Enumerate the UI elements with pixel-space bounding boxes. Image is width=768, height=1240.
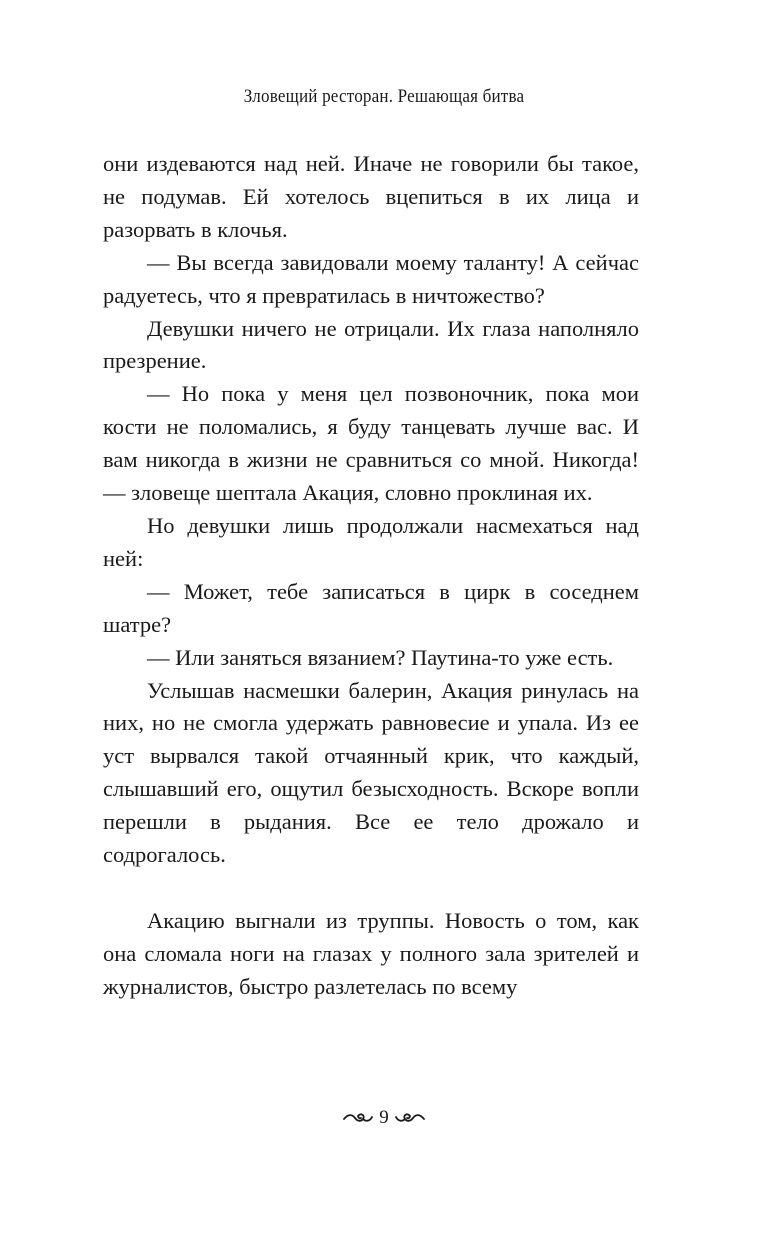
swirl-ornament-right-icon: [395, 1111, 425, 1125]
paragraph-2: — Вы всегда завидовали моему таланту! А сейчас радуетесь, что я превратилась в ничтожество?: [103, 249, 639, 308]
page-folio: [0, 1108, 768, 1128]
paragraph-5: Но девушки лишь продолжали насмехаться над ней:: [103, 512, 639, 571]
paragraph-8: Услышав насмешки балерин, Акация ринулась на них, но не смогла удержать равновесие и упала. Из ее уст вырвался такой отчаянный крик, что каждый, слышавший его, ощутил безысходность. Вскоре вопли перешли в рыдания. Все ее тело дрожало и содрогалось.: [103, 677, 639, 868]
paragraph-1: они издеваются над ней. Иначе не говорили бы такое, не подумав. Ей хотелось вцепиться в их лица и разорвать в клочья.: [103, 151, 639, 242]
page-number: 9: [379, 1107, 389, 1128]
paragraph-9: Акацию выгнали из труппы. Новость о том, как она сломала ноги на глазах у полного зала зрителей и журналистов, быстро разлетелась по всему: [103, 907, 639, 999]
body-text: [103, 148, 639, 1004]
running-header: Зловещий ресторан. Решающая битва: [243, 86, 525, 107]
paragraph-7: — Или заняться вязанием? Паутина-то уже есть.: [147, 644, 614, 670]
paragraph-4: — Но пока у меня цел позвоночник, пока мои кости не поломались, я буду танцевать лучше вас. И вам никогда в жизни не сравниться со мной. Никогда! — зловеще шептала Акация, словно проклиная их.: [103, 381, 639, 506]
paragraph-3: Девушки ничего не отрицали. Их глаза наполняло презрение.: [103, 315, 639, 374]
paragraph-6: — Может, тебе записаться в цирк в соседнем шатре?: [103, 578, 639, 637]
swirl-ornament-left-icon: [343, 1111, 373, 1125]
